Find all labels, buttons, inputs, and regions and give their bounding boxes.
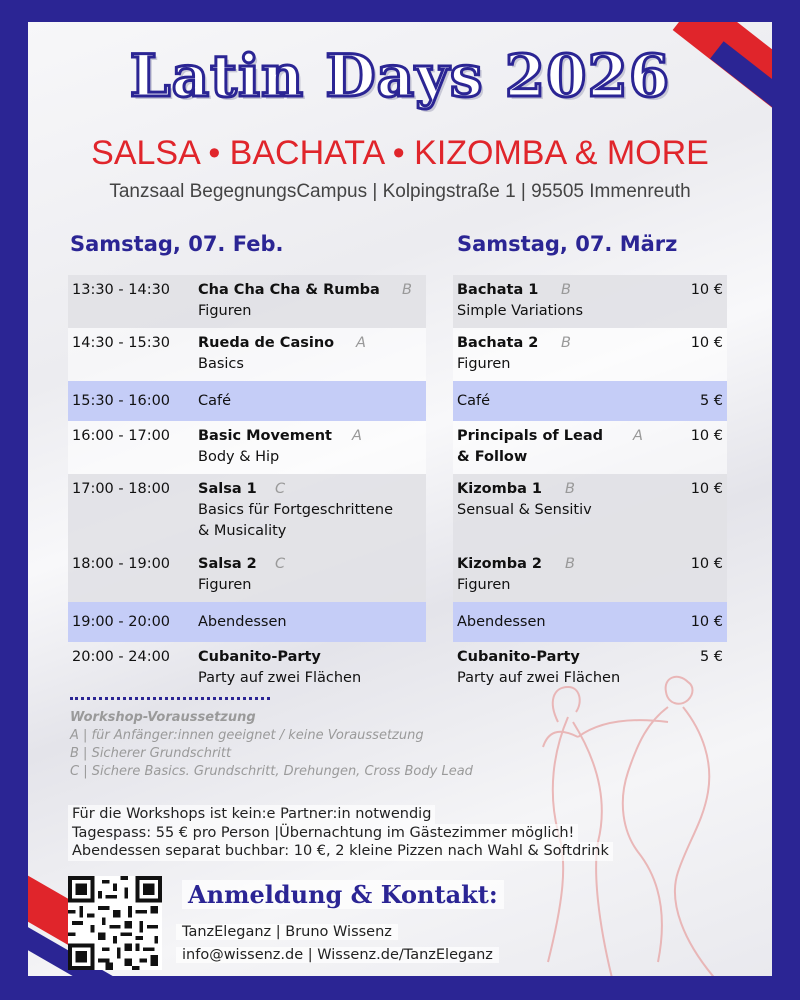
- workshop-entry: [457, 426, 603, 468]
- workshop-title: Cubanito-Party: [198, 649, 321, 665]
- level-badge: A: [352, 428, 362, 444]
- info-partner: Für die Workshops ist kein:e Partner:in notwendig: [68, 805, 435, 824]
- prerequisite-b: B | Sicherer Grundschritt: [70, 746, 232, 761]
- workshop-subtitle: Figuren: [457, 577, 511, 593]
- workshop-entry: [198, 647, 361, 689]
- level-badge: C: [275, 481, 286, 497]
- workshop-subtitle: Basics für Fortgeschrittene: [198, 502, 393, 518]
- price-label: 10 €: [690, 335, 723, 351]
- workshop-title: Salsa 1: [198, 481, 257, 497]
- info-dinner: Abendessen separat buchbar: 10 €, 2 kleine Pizzen nach Wahl & Softdrink: [68, 842, 613, 861]
- day2-heading: Samstag, 07. März: [457, 232, 678, 256]
- workshop-entry: [198, 479, 393, 542]
- schedule-row-break: [453, 602, 727, 642]
- workshop-subtitle: Basics: [198, 356, 244, 372]
- workshop-entry: [198, 333, 334, 375]
- level-badge: A: [356, 335, 366, 351]
- workshop-subtitle: Figuren: [198, 577, 252, 593]
- row-time: 16:00 - 17:00: [72, 428, 171, 444]
- level-badge: B: [561, 335, 571, 351]
- contact-links[interactable]: info@wissenz.de | Wissenz.de/TanzEleganz: [176, 947, 499, 963]
- level-badge: A: [633, 428, 643, 444]
- schedule-row: [453, 421, 727, 474]
- prerequisites-heading: Workshop-Voraussetzung: [70, 710, 256, 725]
- price-label: 10 €: [690, 614, 723, 630]
- level-badge: B: [565, 556, 575, 572]
- prerequisite-a: A | für Anfänger:innen geeignet / keine Voraussetzung: [70, 728, 424, 743]
- break-title: Abendessen: [457, 614, 546, 630]
- schedule-row: [68, 328, 426, 381]
- price-label: 10 €: [690, 556, 723, 572]
- workshop-title: Rueda de Casino: [198, 335, 335, 351]
- price-label: 10 €: [690, 282, 723, 298]
- row-time: 20:00 - 24:00: [72, 649, 171, 665]
- workshop-subtitle: Party auf zwei Flächen: [198, 670, 362, 686]
- workshop-subtitle: & Musicality: [198, 523, 287, 539]
- event-subtitle: SALSA • BACHATA • KIZOMBA & MORE: [91, 134, 709, 172]
- day2-schedule: [453, 275, 727, 695]
- break-title: Café: [457, 393, 491, 409]
- workshop-title: Principals of Lead: [457, 428, 604, 444]
- event-title: Latin Days 2026: [129, 42, 671, 110]
- workshop-entry: [457, 647, 620, 689]
- contact-organizer: TanzEleganz | Bruno Wissenz: [176, 924, 398, 940]
- schedule-row: [453, 642, 727, 695]
- day1-schedule: [68, 275, 426, 695]
- event-info: [68, 805, 613, 861]
- schedule-row-break: [68, 602, 426, 642]
- break-title: Café: [198, 393, 232, 409]
- break-title: Abendessen: [198, 614, 287, 630]
- dotted-divider: [70, 697, 270, 700]
- schedule-row: [68, 275, 426, 328]
- workshop-title: Bachata 1: [457, 282, 539, 298]
- price-label: 10 €: [690, 481, 723, 497]
- event-venue: Tanzsaal BegegnungsCampus | Kolpingstraße 1 | 95505 Immenreuth: [109, 181, 691, 202]
- workshop-title: Kizomba 1: [457, 481, 543, 497]
- row-time: 14:30 - 15:30: [72, 335, 171, 351]
- schedule-row-break: [68, 381, 426, 421]
- prerequisites-legend: [70, 709, 473, 781]
- workshop-entry: [198, 554, 257, 596]
- row-time: 18:00 - 19:00: [72, 556, 171, 572]
- day1-heading: Samstag, 07. Feb.: [70, 232, 284, 256]
- price-label: 5 €: [699, 649, 723, 665]
- schedule-row: [453, 328, 727, 381]
- workshop-title-cont: & Follow: [457, 449, 528, 465]
- workshop-subtitle: Figuren: [198, 303, 252, 319]
- price-label: 10 €: [690, 428, 723, 444]
- workshop-entry: [457, 554, 542, 596]
- info-daypass: Tagespass: 55 € pro Person |Übernachtung im Gästezimmer möglich!: [68, 824, 578, 843]
- schedule-row-break: [453, 381, 727, 421]
- workshop-subtitle: Party auf zwei Flächen: [457, 670, 621, 686]
- workshop-title: Cha Cha Cha & Rumba: [198, 282, 380, 298]
- schedule-row: [68, 549, 426, 602]
- row-time: 19:00 - 20:00: [72, 614, 171, 630]
- workshop-title: Kizomba 2: [457, 556, 543, 572]
- workshop-entry: [457, 333, 538, 375]
- schedule-row: [68, 642, 426, 695]
- qr-code[interactable]: [68, 876, 162, 970]
- schedule-row: [453, 474, 727, 549]
- contact-heading: Anmeldung & Kontakt:: [182, 880, 504, 909]
- price-label: 5 €: [699, 393, 723, 409]
- row-time: 15:30 - 16:00: [72, 393, 171, 409]
- workshop-title: Basic Movement: [198, 428, 332, 444]
- workshop-title: Bachata 2: [457, 335, 539, 351]
- schedule-row: [453, 275, 727, 328]
- workshop-subtitle: Figuren: [457, 356, 511, 372]
- row-time: 13:30 - 14:30: [72, 282, 171, 298]
- level-badge: B: [402, 282, 412, 298]
- workshop-entry: [198, 280, 380, 322]
- workshop-entry: [198, 426, 332, 468]
- workshop-title: Salsa 2: [198, 556, 257, 572]
- row-time: 17:00 - 18:00: [72, 481, 171, 497]
- schedule-row: [68, 421, 426, 474]
- workshop-subtitle: Body & Hip: [198, 449, 280, 465]
- workshop-title: Cubanito-Party: [457, 649, 580, 665]
- workshop-subtitle: Sensual & Sensitiv: [457, 502, 592, 518]
- workshop-subtitle: Simple Variations: [457, 303, 584, 319]
- level-badge: B: [561, 282, 571, 298]
- schedule-row: [68, 474, 426, 549]
- schedule-row: [453, 549, 727, 602]
- level-badge: B: [565, 481, 575, 497]
- prerequisite-c: C | Sichere Basics. Grundschritt, Drehungen, Cross Body Lead: [70, 764, 473, 779]
- level-badge: C: [275, 556, 286, 572]
